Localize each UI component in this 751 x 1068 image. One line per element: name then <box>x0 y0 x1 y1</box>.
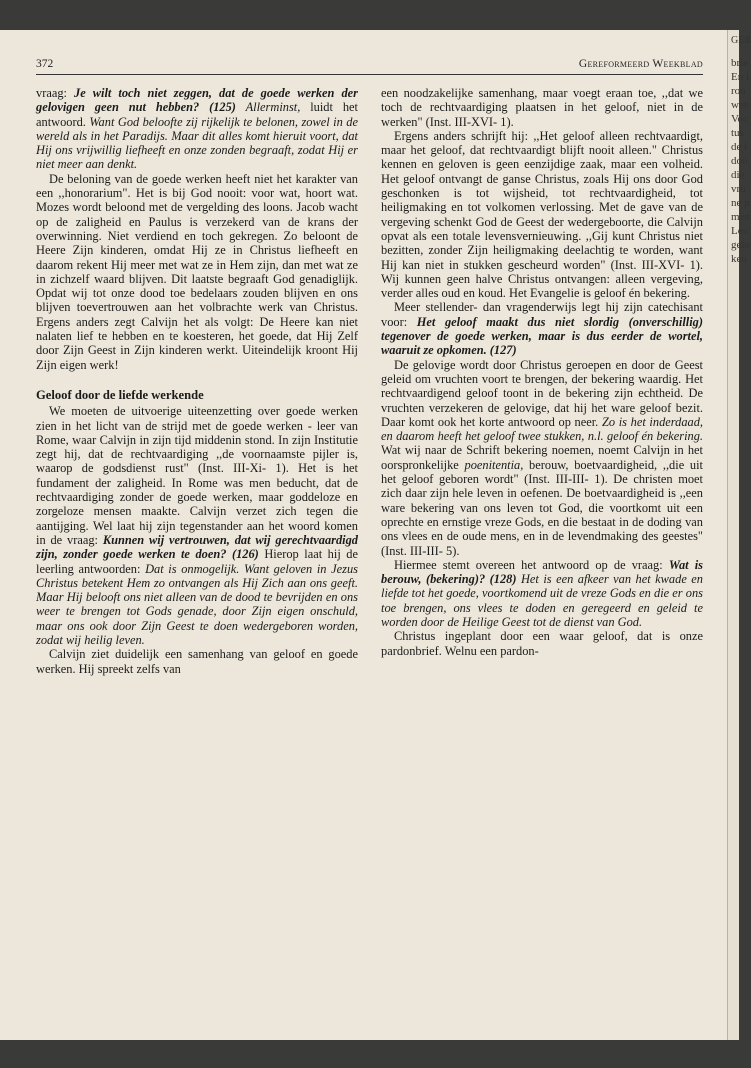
journal-title: Gereformeerd Weekblad <box>578 58 703 70</box>
paragraph <box>36 86 358 172</box>
next-page-line: doo <box>731 155 748 167</box>
answer-text: Allerminst, <box>235 100 301 115</box>
paragraph: een noodzakelijke samenhang, maar voegt eraan toe, ,,dat we toch de rechtvaardiging plaatsen in het geloof, niet in de werken" (Inst. III-XVI- 1). <box>381 86 703 129</box>
paragraph <box>381 558 703 629</box>
paragraph <box>381 358 703 558</box>
page-number: 372 <box>36 58 54 70</box>
text-column-right <box>381 86 703 658</box>
text-span: We moeten de uitvoerige uiteenzetting over goede werken zien in het licht van de strijd met de goede werken - leer van Rome, waar Calvijn in zijn tijd middenin stond. In zijn Institutie zegt hij, dat de rechtvaardiging ,,de voornaamste pijler is, waarop de godsdienst rust" (Inst. III-Xi- 1). Het is het fundament der zaligheid. In Rome was men beducht, dat de rechtvaardiging zonder de goede werken, maar goddeloze en zorgeloze mensen maakte. Calvijn verzet zich tegen die aantijging. Wel laat hij zijn tegenstander aan het woord komen in de vraag: <box>36 404 358 547</box>
paragraph <box>381 300 703 357</box>
question-text: Het geloof maakt dus niet slordig (onverschillig) tegenover de goede werken, maar is dus eerder de wortel, waaruit ze opkomen. (127) <box>381 314 703 358</box>
next-page-line: Voc <box>731 113 748 125</box>
text-span: Hierop laat hij de leerling antwoorden: <box>36 547 358 576</box>
next-page-line: tus <box>731 127 744 139</box>
next-page-line: ken <box>731 253 747 265</box>
paragraph: Christus ingeplant door een waar geloof, dat is onze pardonbrief. Welnu een pardon- <box>381 629 703 658</box>
text-span: Wat wij naar de Schrift bekering noemen, noemt Calvijn in het oorspronkelijke <box>381 443 703 472</box>
text-span: Meer stellender- dan vragenderwijs legt hij zijn catechisant voor: <box>381 300 703 329</box>
next-page-line: gelo <box>731 239 750 251</box>
question-text: Kunnen wij vertrouwen, dat wij gerechtvaardigd zijn, zonder goede werken te doen? (126) <box>36 532 358 562</box>
answer-text: Want God beloofte zij rijkelijk te belonen, zowel in de wereld als in het Paradijs. Maar dit alles komt hieruit voort, dat Hij ons vrijwillig liefheeft en onze zonden begraaft, zodat Hij er niet meer aan denkt. <box>36 114 358 172</box>
next-page-line: die <box>731 169 745 181</box>
section-heading: Geloof door de liefde werkende <box>36 387 204 402</box>
latin-term: poenitentia, <box>464 457 524 472</box>
next-page-line: wee <box>731 99 749 111</box>
next-page-header: GER <box>731 35 751 46</box>
next-page-line: de l <box>731 141 748 153</box>
header-rule <box>36 74 703 75</box>
next-page-line: En i <box>731 71 750 83</box>
answer-text: Zo is het inderdaad, en daarom heeft het geloof twee stukken, n.l. geloof én bekering. <box>381 414 703 444</box>
next-page-line: brie <box>731 57 749 69</box>
next-page-line: Lev <box>731 225 749 237</box>
text-span: vraag: <box>36 86 75 100</box>
text-span: luidt het antwoord. <box>36 100 358 129</box>
paragraph <box>36 404 358 647</box>
text-span: De gelovige wordt door Christus geroepen en door de Geest geleid om vruchten voort te brengen, der bekering waardig. Het rechtvaardigend geloof toont in de bekering zijn echtheid. De vruchten verzekeren de gelovige, dat hij het ware geloof bezit. Daar komt ook het korte antwoord op neer. <box>381 357 703 429</box>
next-page-line: mist <box>731 211 750 223</box>
magazine-page <box>0 30 727 1040</box>
next-page-fragments <box>731 35 751 266</box>
next-page-line: vru <box>731 183 746 195</box>
next-page-edge <box>727 30 751 1040</box>
text-span: Hiermee stemt overeen het antwoord op de vraag: <box>394 557 669 572</box>
next-page-line: ne p <box>731 197 750 209</box>
text-column-left <box>36 86 358 676</box>
text-span: berouw, boetvaardigheid, ,,die uit het geloof geboren wordt" (Inst. III-III- 1). De christen moet zich daar zijn hele leven in oefenen. De boetvaardigheid is ,,een ware bekering van ons leven tot God, die voortkomt uit een oprechte en ernstige vreze Gods, en die bestaat in de doding van ons vlees en de oude mens, en in de levendmaking des geestes" (Inst. III-III- 5). <box>381 457 703 558</box>
next-page-line: rou <box>731 85 746 97</box>
paragraph: De beloning van de goede werken heeft niet het karakter van een ,,honorarium". Het is bij God nooit: voor wat, hoort wat. Mozes wordt beloond met de vergelding des loons. Jacob wacht op de zaligheid en Paulus is verzekerd van de krans der overwinning. Niet verdiend en toch gekregen. Zo beloont de Heere Zijn kinderen, omdat Hij ze in Christus liefheeft en daarom rekent Hij meer met wat ze in Hem zijn, dan met wat ze in zichzelf waard blijven. Dit laatste begraaft God genadiglijk. Opdat wij tot onze dood toe bedelaars zouden blijven en ons blijven toevertrouwen aan het volbrachte werk van Christus. Ergens anders zegt Calvijn het als volgt: De Heere kan niet nalaten lief te hebben en te koesteren, het goede, dat Hij Zelf door Zijn Geest in Zijn kinderen werkt. Uiteindelijk kroont Hij Zijn eigen werk! <box>36 171 358 372</box>
answer-text: Dat is onmogelijk. Want geloven in Jezus Christus betekent Hem zo ontvangen als Hij Zich aan ons geeft. Maar Hij belooft ons niet alleen van de dood te bevrijden en ons weer te brengen tot Gods genade, door Zijn eigen onschuld, maar ons ook door Zijn Geest te doen wedergeboren worden, zodat wij heilig leven. <box>36 561 358 647</box>
question-text: Wat is berouw, (bekering)? (128) <box>381 557 703 587</box>
answer-text: Het is een afkeer van het kwade en liefde tot het goede, voortkomend uit de vreze Gods en die er ons toe brengen, ons vlees te doden en geregeerd en geleid te worden door de Heilige Geest tot de dienst van God. <box>381 572 703 629</box>
question-text: Je wilt toch niet zeggen, dat de goede werken der gelovigen geen nut hebben? (125) <box>36 86 358 115</box>
paragraph: Calvijn ziet duidelijk een samenhang van geloof en goede werken. Hij spreekt zelfs van <box>36 647 358 676</box>
paragraph: Ergens anders schrijft hij: ,,Het geloof alleen rechtvaardigt, maar het geloof, dat rechtvaardigt blijft nooit alleen." Christus kennen en geloven is geen eenzijdige zaak, maar een volheid. Het geloof ontvangt de ganse Christus, zoals Hij ons door God geschonken is tot wijsheid, tot rechtvaardigheid, tot heiligmaking en tot volkomen verlossing. Met de gave van de vergeving schenkt God de Geest der wedergeboorte, die Calvijn opvat als een totale levensvernieuwing. ,,Gij kunt Christus niet bezitten, zonder Zijn heiligmaking deelachtig te worden, want Hij kan niet in stukken gescheurd worden" (Inst. III-XVI- 1). Wij kunnen geen halve Christus ontvangen: alleen vergeving, verder alles oud en koud. Het Evangelie is geloof én bekering. <box>381 128 703 301</box>
